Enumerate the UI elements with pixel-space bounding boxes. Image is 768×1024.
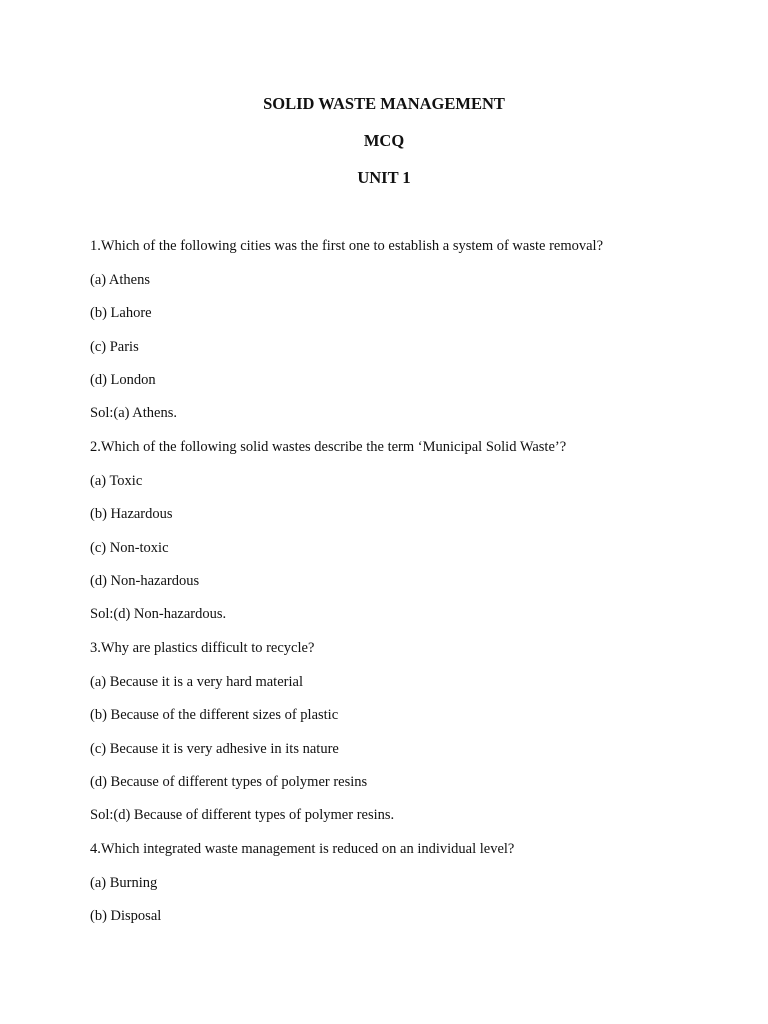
q3-option-b: (b) Because of the different sizes of plastic [90,707,339,723]
q2-option-c: (c) Non-toxic [90,540,169,556]
question-1: 1.Which of the following cities was the first one to establish a system of waste removal? [90,238,604,254]
document-subtitle: MCQ [363,131,405,150]
q3-option-d: (d) Because of different types of polymer resins [90,774,368,790]
q2-option-d: (d) Non-hazardous [90,573,200,589]
question-3: 3.Why are plastics difficult to recycle? [90,640,315,656]
q3-option-c: (c) Because it is very adhesive in its nature [90,741,339,757]
q1-option-b: (b) Lahore [90,305,152,321]
q3-option-a: (a) Because it is a very hard material [90,674,303,690]
q1-option-a: (a) Athens [90,272,150,288]
document-title: SOLID WASTE MANAGEMENT [263,94,505,113]
question-2: 2.Which of the following solid wastes describe the term ‘Municipal Solid Waste’? [90,439,567,455]
q1-solution: Sol:(a) Athens. [90,405,177,421]
q1-option-c: (c) Paris [90,339,139,355]
question-4: 4.Which integrated waste management is reduced on an individual level? [90,841,515,857]
q2-solution: Sol:(d) Non-hazardous. [90,606,227,622]
q4-option-a: (a) Burning [90,875,158,891]
q4-option-b: (b) Disposal [90,908,162,924]
q2-option-a: (a) Toxic [90,473,143,489]
q2-option-b: (b) Hazardous [90,506,173,522]
q1-option-d: (d) London [90,372,156,388]
q3-solution: Sol:(d) Because of different types of polymer resins. [90,807,395,823]
unit-heading: UNIT 1 [357,168,411,187]
